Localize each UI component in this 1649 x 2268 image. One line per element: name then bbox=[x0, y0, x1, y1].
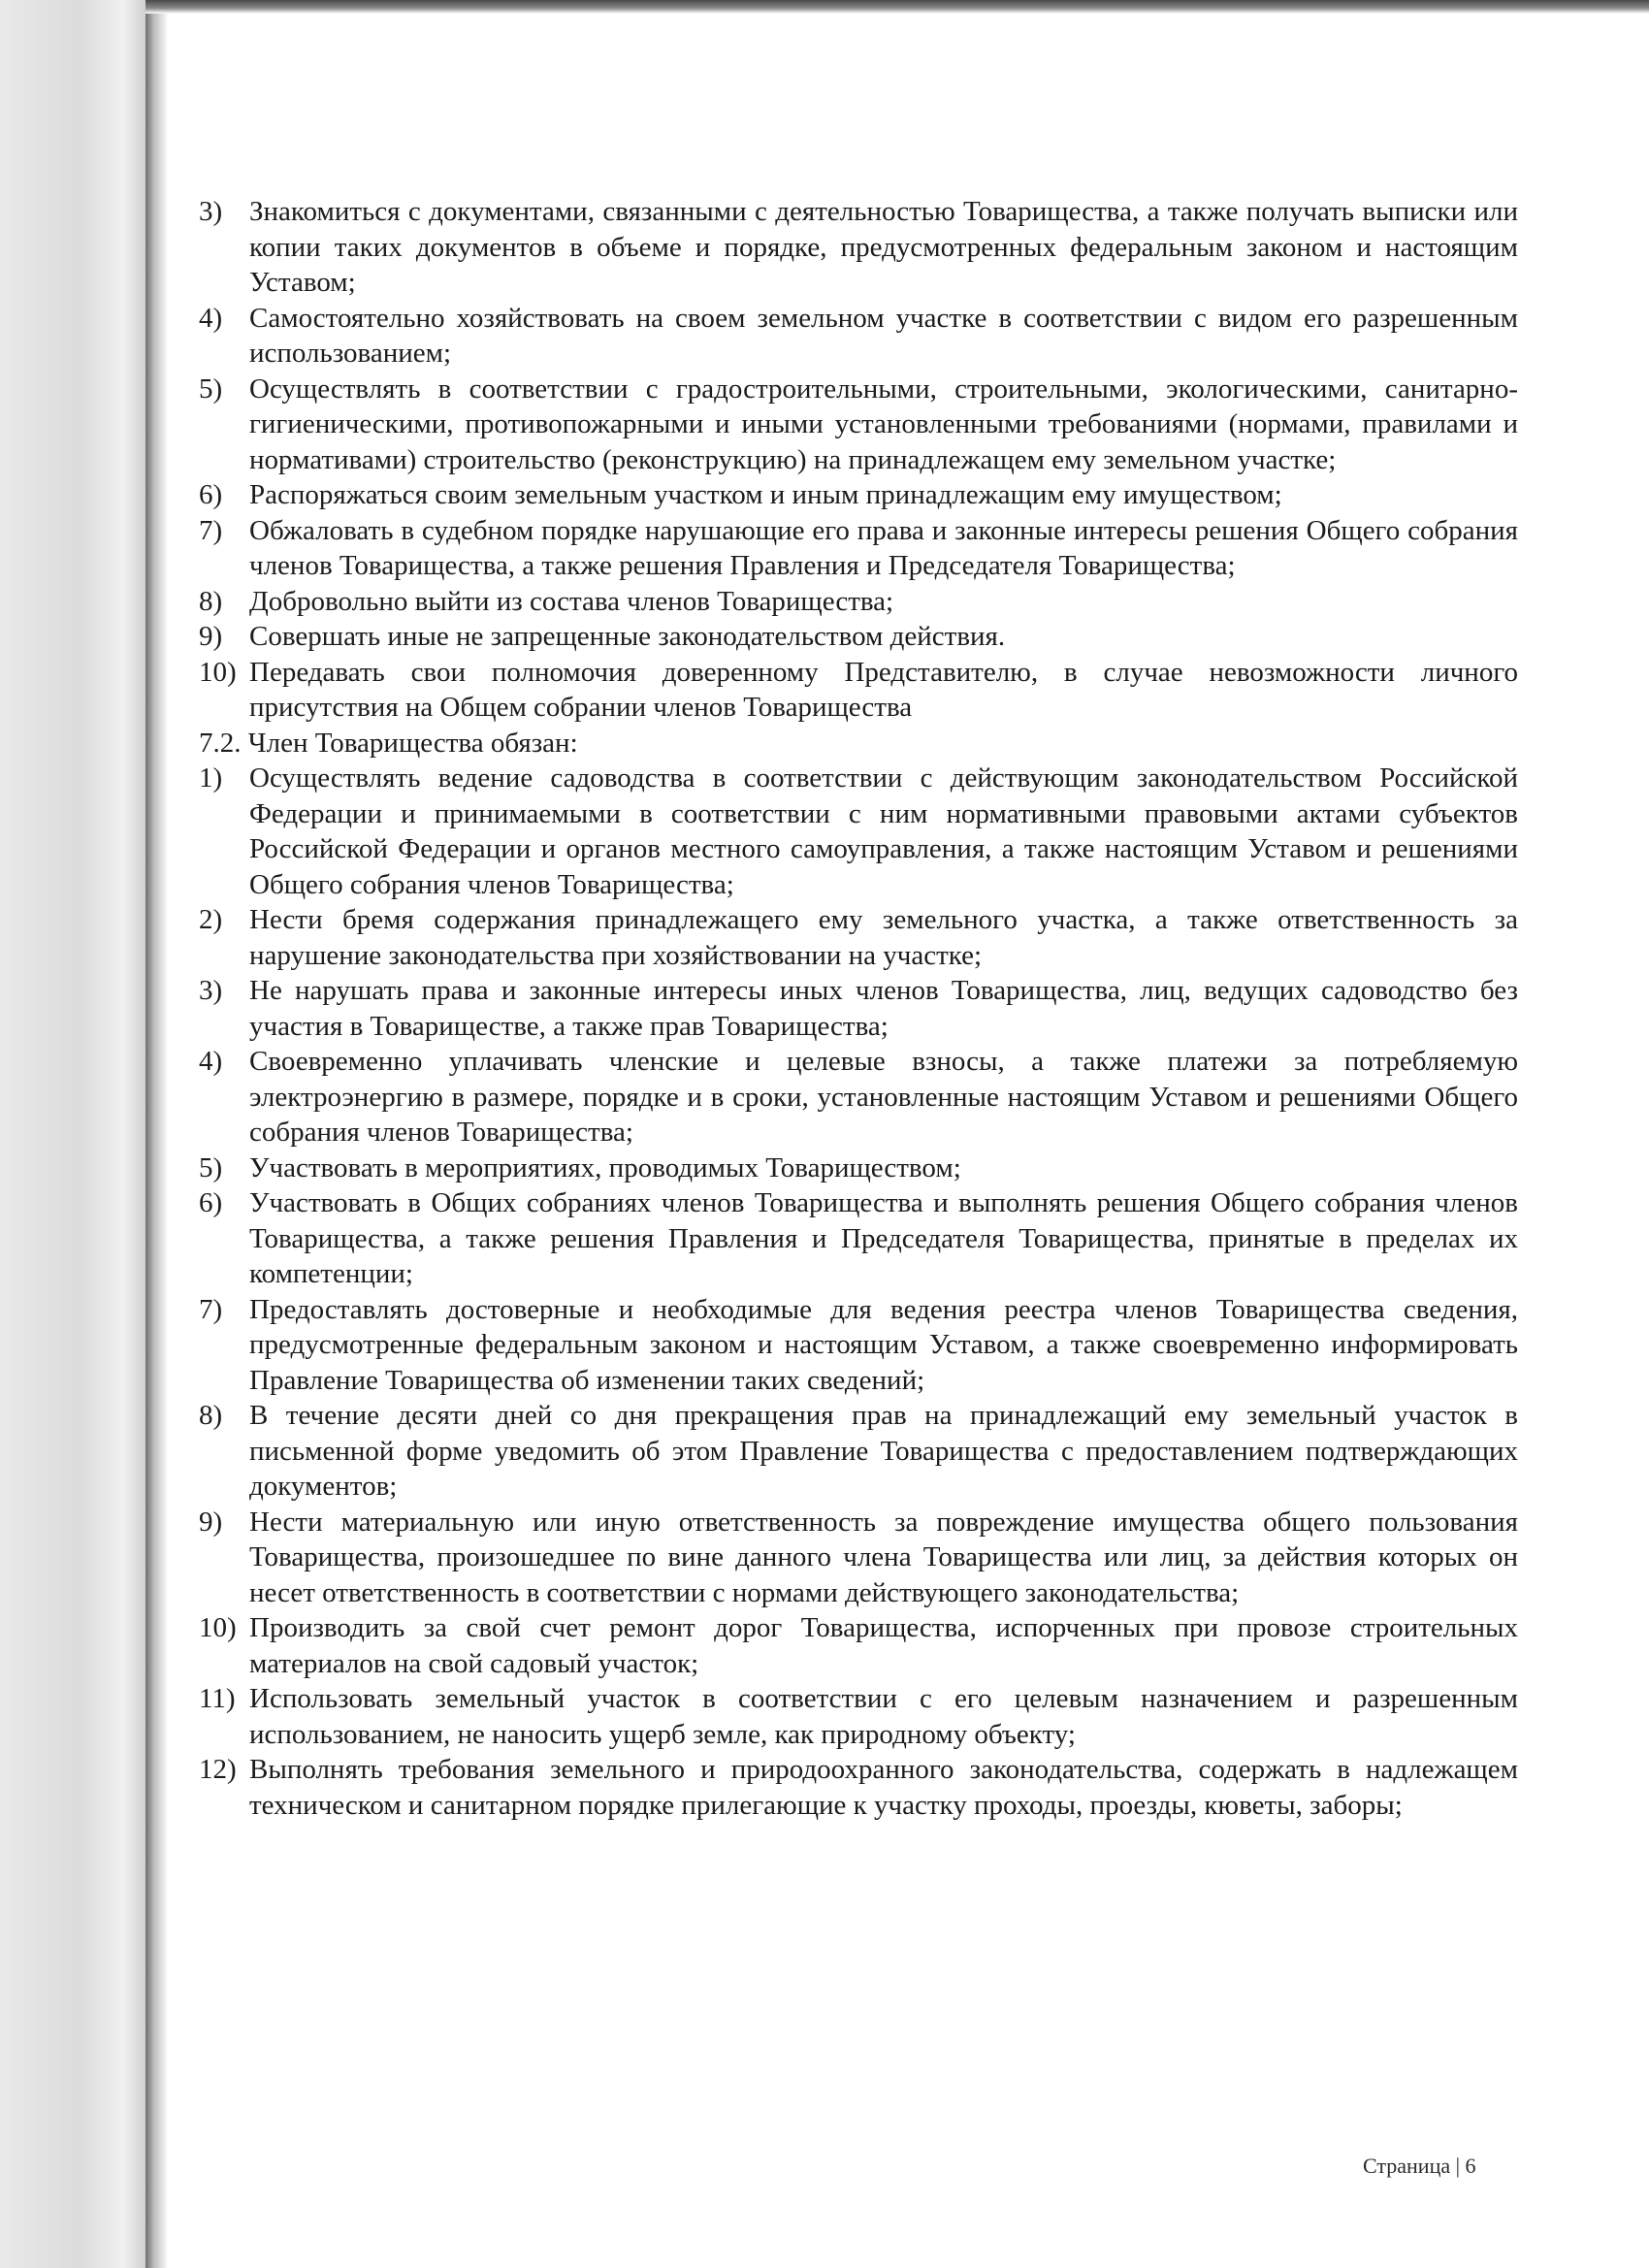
list-item bbox=[199, 973, 1518, 1044]
item-number: 5) bbox=[199, 1151, 223, 1183]
item-number: 8) bbox=[199, 1400, 223, 1431]
item-text: Добровольно выйти из состава членов Товарищества; bbox=[249, 585, 894, 617]
page-number: 6 bbox=[1465, 2154, 1476, 2178]
item-number: 12) bbox=[199, 1754, 237, 1785]
list-item bbox=[199, 1044, 1518, 1150]
page-binding-shadow bbox=[146, 0, 167, 2268]
rights-list bbox=[199, 194, 1518, 726]
scan-top-edge bbox=[146, 0, 1649, 14]
item-number: 9) bbox=[199, 621, 223, 652]
item-text: Знакомиться с документами, связанными с деятельностью Товарищества, а также получать выписки или копии таких документов в объеме и порядке, предусмотренных федеральным законом и настоящим Уставом; bbox=[249, 196, 1518, 298]
item-text: Обжаловать в судебном порядке нарушающие его права и законные интересы решения Общего собрания членов Товарищества, а также решения Правления и Председателя Товарищества; bbox=[249, 514, 1518, 581]
item-text: Самостоятельно хозяйствовать на своем земельном участке в соответствии с видом его разрешенным использованием; bbox=[249, 302, 1518, 369]
item-number: 10) bbox=[199, 656, 237, 688]
item-text: Распоряжаться своим земельным участком и иным принадлежащим ему имуществом; bbox=[249, 479, 1282, 510]
item-number: 9) bbox=[199, 1506, 223, 1538]
list-item bbox=[199, 1681, 1518, 1752]
list-item bbox=[199, 477, 1518, 513]
item-number: 2) bbox=[199, 904, 223, 935]
item-number: 3) bbox=[199, 975, 223, 1006]
item-text: Не нарушать права и законные интересы иных членов Товарищества, лиц, ведущих садоводство без участия в Товариществе, а также прав Товарищества; bbox=[249, 975, 1518, 1042]
list-item bbox=[199, 761, 1518, 902]
duties-list bbox=[199, 761, 1518, 1823]
item-text: Выполнять требования земельного и природоохранного законодательства, содержать в надлежащем техническом и санитарном порядке прилегающие к участку проходы, проезды, кюветы, заборы; bbox=[249, 1754, 1518, 1821]
list-item bbox=[199, 655, 1518, 726]
item-text: Своевременно уплачивать членские и целевые взносы, а также платежи за потребляемую электроэнергию в размере, порядке и в сроки, установленные настоящим Уставом и решениями Общего собрания членов Товарищества; bbox=[249, 1046, 1518, 1148]
page-footer bbox=[1363, 2154, 1476, 2179]
item-text: Участвовать в Общих собраниях членов Товарищества и выполнять решения Общего собрания членов Товарищества, а также решения Правления и Председателя Товарищества, принятые в пределах их компетенции; bbox=[249, 1187, 1518, 1289]
list-item bbox=[199, 1150, 1518, 1186]
item-text: Производить за свой счет ремонт дорог Товарищества, испорченных при провозе строительных материалов на свой садовый участок; bbox=[249, 1612, 1518, 1679]
item-number: 7) bbox=[199, 1293, 223, 1325]
item-text: Нести бремя содержания принадлежащего ему земельного участка, а также ответственность за нарушение законодательства при хозяйствовании на участке; bbox=[249, 904, 1518, 971]
list-item bbox=[199, 1610, 1518, 1681]
item-text: Осуществлять ведение садоводства в соответствии с действующим законодательством Российской Федерации и принимаемыми в соответствии с ним нормативными правовыми актами субъектов Российской Федерации и органов местного самоуправления, а также настоящим Уставом и решениями Общего собрания членов Товарищества; bbox=[249, 762, 1518, 900]
item-number: 7) bbox=[199, 514, 223, 546]
item-number: 10) bbox=[199, 1612, 237, 1643]
document-body bbox=[199, 194, 1518, 1823]
list-item bbox=[199, 619, 1518, 655]
list-item bbox=[199, 194, 1518, 301]
item-text: Осуществлять в соответствии с градостроительными, строительными, экологическими, санитарно-гигиеническими, противопожарными и иными установленными требованиями (нормами, правилами и нормативами) строительство (реконструкцию) на принадлежащем ему земельном участке; bbox=[249, 373, 1518, 475]
item-number: 1) bbox=[199, 762, 223, 794]
list-item bbox=[199, 1752, 1518, 1823]
item-number: 6) bbox=[199, 479, 223, 510]
item-number: 6) bbox=[199, 1187, 223, 1218]
item-text: Использовать земельный участок в соответствии с его целевым назначением и разрешенным использованием, не наносить ущерб земле, как природному объекту; bbox=[249, 1683, 1518, 1750]
page-label: Страница bbox=[1363, 2154, 1451, 2178]
section-heading: 7.2. Член Товарищества обязан: bbox=[199, 727, 578, 759]
item-text: Предоставлять достоверные и необходимые для ведения реестра членов Товарищества сведения, предусмотренные федеральным законом и настоящим Уставом, а также своевременно информировать Правление Товарищества об изменении таких сведений; bbox=[249, 1293, 1518, 1396]
item-text: Нести материальную или иную ответственность за повреждение имущества общего пользования Товарищества, произошедшее по вине данного члена Товарищества или лиц, за действия которых он несет ответственность в соответствии с нормами действующего законодательства; bbox=[249, 1506, 1518, 1608]
item-number: 4) bbox=[199, 1046, 223, 1077]
item-text: В течение десяти дней со дня прекращения прав на принадлежащий ему земельный участок в письменной форме уведомить об этом Правление Товарищества с предоставлением подтверждающих документов; bbox=[249, 1400, 1518, 1502]
item-text: Совершать иные не запрещенные законодательством действия. bbox=[249, 621, 1006, 652]
item-number: 5) bbox=[199, 373, 223, 405]
list-item bbox=[199, 1185, 1518, 1292]
item-number: 8) bbox=[199, 585, 223, 617]
page-separator: | bbox=[1455, 2154, 1461, 2178]
list-item bbox=[199, 584, 1518, 620]
item-number: 3) bbox=[199, 196, 223, 227]
list-item bbox=[199, 1292, 1518, 1399]
list-item bbox=[199, 1398, 1518, 1505]
item-number: 4) bbox=[199, 302, 223, 334]
item-number: 11) bbox=[199, 1683, 236, 1714]
list-item bbox=[199, 513, 1518, 584]
scan-left-margin bbox=[0, 0, 146, 2268]
item-text: Передавать свои полномочия доверенному Представителю, в случае невозможности личного присутствия на Общем собрании членов Товарищества bbox=[249, 656, 1518, 723]
list-item bbox=[199, 372, 1518, 478]
list-item bbox=[199, 1505, 1518, 1611]
list-item bbox=[199, 301, 1518, 372]
item-text: Участвовать в мероприятиях, проводимых Товариществом; bbox=[249, 1151, 961, 1183]
list-item bbox=[199, 902, 1518, 973]
